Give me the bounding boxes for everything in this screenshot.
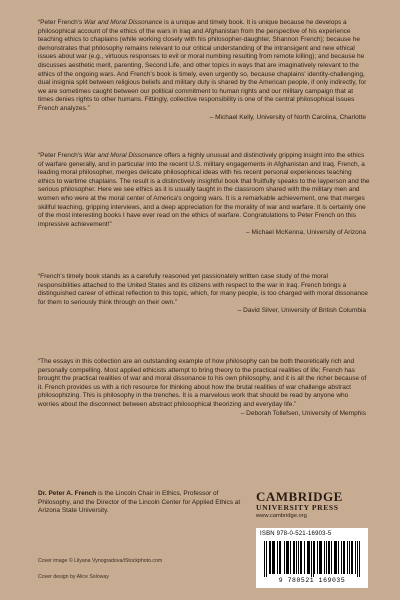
review-3-text xyxy=(38,273,370,316)
review-2-text-before: “Peter French's xyxy=(38,152,85,159)
barcode-bar xyxy=(300,541,301,574)
barcode-bar xyxy=(274,541,275,574)
review-2-attribution: – Michael McKenna, University of Arizona xyxy=(246,229,366,237)
barcode-bar xyxy=(279,541,280,574)
barcode-bar xyxy=(270,541,271,574)
cover-design-credit: Cover design by Alice Soloway xyxy=(38,574,109,580)
barcode-bar xyxy=(334,541,335,574)
barcode-panel xyxy=(256,528,368,588)
barcode-bar xyxy=(284,541,285,574)
barcode-icon xyxy=(264,541,360,577)
barcode-bar xyxy=(272,541,273,574)
barcode-bar xyxy=(320,541,321,574)
review-2 xyxy=(38,152,370,238)
review-4 xyxy=(38,358,370,418)
barcode-bar xyxy=(329,541,330,574)
isbn-label: ISBN 978-0-521-16903-5 xyxy=(260,531,332,537)
barcode-bar xyxy=(308,541,309,574)
barcode-bar xyxy=(319,541,320,574)
barcode-bar xyxy=(266,541,267,577)
review-3-attribution: – David Silver, University of British Columbia xyxy=(237,307,366,315)
barcode-bar xyxy=(311,541,312,577)
barcode-bar xyxy=(326,541,327,574)
review-2-text xyxy=(38,152,370,238)
review-1 xyxy=(38,19,370,122)
publisher-subtitle: UNIVERSITY PRESS xyxy=(256,503,339,512)
review-1-text xyxy=(38,19,370,122)
barcode-bar xyxy=(314,541,315,574)
author-name: Dr. Peter A. French xyxy=(38,490,97,497)
barcode-bar xyxy=(317,541,318,574)
barcode-bar xyxy=(288,541,289,574)
barcode-bar xyxy=(335,541,336,574)
barcode-bar xyxy=(307,541,308,574)
barcode-bar xyxy=(328,541,329,574)
barcode-bar xyxy=(321,541,322,574)
barcode-bar xyxy=(343,541,344,574)
author-bio xyxy=(38,490,248,516)
barcode-bar xyxy=(286,541,287,574)
barcode-bar xyxy=(293,541,294,574)
review-4-text-before: “The essays in this collection are an outstanding example of how philosophy can be both theoretically rich and personally compelling. Most applied ethicists attempt to bring theory to the practical realities of life; French has brought the practical realities of war and moral dissonance to his own philosophy, and it is all the richer because of it. French provides us with a rich resource for thinking about how the brutal realities of war challenge abstract philosophizing. This is philosophy in the trenches. It is a marvelous work that should be read by anyone who worries about the disconnect between abstract philosophical theorizing and everyday life.” xyxy=(38,358,367,408)
barcode-bar xyxy=(294,541,295,574)
publisher-name: CAMBRIDGE xyxy=(256,489,343,504)
barcode-bar xyxy=(351,541,352,574)
author-bio-text: is the Lincoln Chair in Ethics, Professor of Philosophy, and the Director of the Lincoln Center for Applied Ethics at Arizona State University. xyxy=(38,490,241,515)
barcode-bar xyxy=(287,541,288,574)
barcode-bar xyxy=(280,541,281,574)
barcode-bar xyxy=(296,541,297,574)
barcode-bar xyxy=(344,541,345,574)
barcode-bar xyxy=(313,541,314,577)
review-2-text-after: offers a highly unusual and distinctively gripping insight into the ethics of warfare generally, and in particular into the recent U.S. military engagements in Afghanistan and Iraq. French, a leading moral philosopher, merges delicate philosophical ideas with his recent personal experiences teaching ethics to wartime chaplains. The result is a distinctively insightful book that fruitfully speaks to the layperson and the serious philosopher. Here we see ethics as it is usually taught in the classroom shared with the military men and women who were at the moral center of America's ongoing wars. It is a remarkable achievement, one that merges skillful teaching, gripping interviews, and a deep appreciation for the morality of war and warfare. It is certainly one of the most interesting books I have ever read on the ethics of warfare. Congratulations to Peter French on this impressive achievement!” xyxy=(38,152,370,228)
barcode-bar xyxy=(357,541,358,577)
publisher-url: www.cambridge.org xyxy=(256,513,307,519)
review-1-text-before: “Peter French's xyxy=(38,19,85,26)
barcode-bar xyxy=(331,541,332,574)
barcode-bar xyxy=(349,541,350,574)
cover-image-credit: Cover image © Lilyana Vynogradova/iStockphoto.com xyxy=(38,558,163,564)
barcode-bar xyxy=(301,541,302,574)
barcode-digits: 9 780521 169035 xyxy=(278,577,346,584)
review-1-book-title: War and Moral Dissonance xyxy=(84,19,163,26)
barcode-bar xyxy=(355,541,356,574)
review-1-attribution: – Michael Kelly, University of North Carolina, Charlotte xyxy=(209,113,366,121)
barcode-bar xyxy=(309,541,310,574)
barcode-bar xyxy=(338,541,339,574)
review-4-attribution: – Deborah Tollefsen, University of Memphis xyxy=(240,409,366,417)
barcode-bar xyxy=(341,541,342,574)
barcode-bar xyxy=(304,541,305,574)
barcode-bar xyxy=(290,541,291,574)
barcode-bar xyxy=(352,541,353,574)
barcode-bar xyxy=(277,541,278,574)
barcode-bar xyxy=(269,541,270,574)
review-3 xyxy=(38,273,370,316)
barcode-bar xyxy=(264,541,265,577)
barcode-bar xyxy=(298,541,299,574)
barcode-bar xyxy=(347,541,348,574)
barcode-bar xyxy=(273,541,274,574)
review-2-book-title: War and Moral Dissonance xyxy=(84,152,163,159)
barcode-bar xyxy=(324,541,325,574)
barcode-bar xyxy=(336,541,337,574)
review-3-text-before: “French's timely book stands as a carefully reasoned yet passionately written case study of the moral responsibilities attached to the United States and its citizens with respect to the war in Iraq. French brings a distinguished career of ethical reflection to this topic, which, for many people, is too charged with moral dissonance for them to seriously think through on their own.” xyxy=(38,273,368,306)
publisher-logo xyxy=(256,490,372,520)
review-4-text xyxy=(38,358,370,418)
barcode-bar xyxy=(359,541,360,577)
review-1-text-after: is a unique and timely book. It is unique because he develops a philosophical account of the ethics of the wars in Iraq and Afghanistan from the perspective of his experience teaching ethics to chaplains (while working closely with his philosopher-daughter, Shannon French); because he demonstrates that philosophy remains relevant to our critical understanding of the intransigent and new ethical issues about war (e.g., virtuous responses to evil or moral numbing resulting from remote killing); and because he discusses aesthetic merit, parenting, Second Life, and other topics in ways that are imaginatively relevant to the ethics of the ongoing wars. And French's book is timely, even urgently so, because chaplains' identity-challenging, dual insignia split between religious beliefs and military duty is shared by the American people, if only indirectly, for we are sometimes caught between our political commitment to human rights and our military campaign that at times denies rights to other humans. Fittingly, collective responsibility is one of the central philosophical issues French analyzes.” xyxy=(38,19,367,112)
